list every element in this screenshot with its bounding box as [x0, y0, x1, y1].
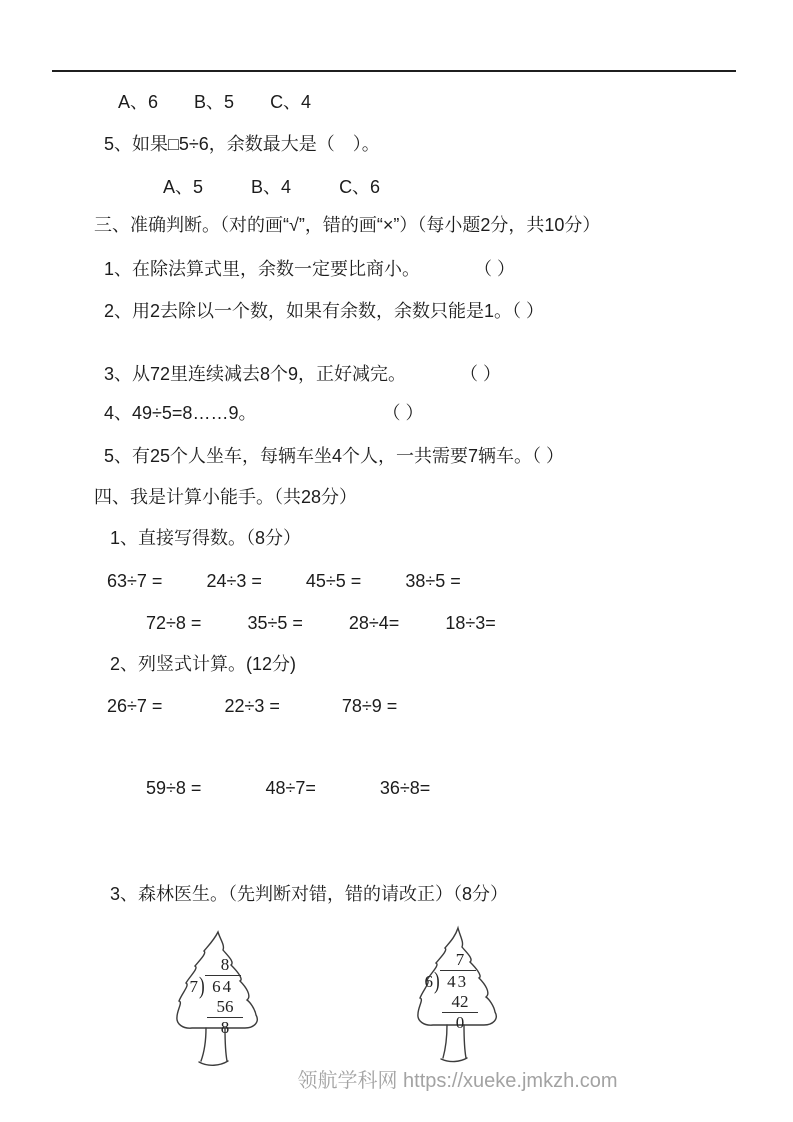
judgment-item-4: 4、49÷5=8……9。 （ ） [104, 403, 424, 423]
sub2-title: 2、列竖式计算。(12分) [110, 654, 297, 674]
judgment-item-5: 5、有25个人坐车，每辆车坐4个人，一共需要7辆车。（ ） [104, 446, 565, 466]
choice-option: B、4 [251, 177, 292, 197]
oral-calc-row-2 [146, 611, 496, 635]
math-expression: 26÷7 = [107, 696, 163, 716]
choice-option: C、4 [270, 92, 312, 112]
long-division-2 [422, 950, 478, 1033]
math-expression: 78÷9 = [341, 696, 398, 716]
math-expression: 48÷7= [265, 778, 316, 798]
division-product: 56 [207, 997, 243, 1018]
site-watermark: 领航学科网 https://xueke.jmkzh.com [297, 1070, 618, 1092]
choice-option: C、6 [339, 177, 381, 197]
judgment-item-1: 1、在除法算式里，余数一定要比商小。 （ ） [104, 259, 516, 279]
division-divisor: 6 [424, 972, 433, 991]
sub1-title: 1、直接写得数。（8分） [110, 528, 302, 548]
forest-doctor-tree-2 [400, 924, 518, 1070]
math-expression: 22÷3 = [224, 696, 280, 716]
choice-option: A、5 [163, 177, 204, 197]
math-expression: 38÷5 = [405, 571, 461, 591]
division-divisor: 7 [189, 977, 198, 996]
top-divider [52, 70, 736, 72]
division-bracket: ) [434, 966, 440, 995]
judgment-item-2: 2、用2去除以一个数，如果有余数，余数只能是1。（ ） [104, 301, 545, 321]
forest-doctor-tree-1 [160, 928, 278, 1074]
division-dividend: 64 [205, 975, 241, 997]
question-5-text: 5、如果□5÷6，余数最大是（ ）。 [104, 134, 380, 154]
judgment-item-3: 3、从72里连续减去8个9，正好减完。 （ ） [104, 364, 502, 384]
section-three-title: 三、准确判断。（对的画“√”，错的画“×”）（每小题2分，共10分） [94, 215, 601, 235]
math-expression: 59÷8 = [146, 778, 202, 798]
division-remainder: 0 [455, 1013, 465, 1032]
math-expression: 28÷4= [348, 613, 400, 633]
math-expression: 18÷3= [445, 613, 496, 633]
choice-row-q5 [163, 175, 380, 199]
column-calc-row-1 [107, 694, 397, 718]
division-remainder: 8 [220, 1018, 230, 1037]
column-calc-row-2 [146, 776, 430, 800]
choice-row-previous [118, 90, 311, 114]
math-expression: 24÷3 = [206, 571, 262, 591]
division-bracket: ) [199, 971, 205, 1000]
division-quotient: 8 [220, 955, 230, 974]
math-expression: 45÷5 = [305, 571, 362, 591]
oral-calc-row-1 [107, 569, 461, 593]
section-four-title: 四、我是计算小能手。（共28分） [94, 487, 358, 507]
math-expression: 36÷8= [379, 778, 431, 798]
math-expression: 63÷7 = [107, 571, 163, 591]
math-expression: 35÷5 = [247, 613, 303, 633]
choice-option: A、6 [118, 92, 159, 112]
math-expression: 72÷8 = [146, 613, 202, 633]
long-division-1 [187, 955, 243, 1038]
division-dividend: 43 [440, 970, 476, 992]
division-quotient: 7 [455, 950, 465, 969]
sub3-title: 3、森林医生。（先判断对错，错的请改正）（8分） [110, 884, 509, 904]
division-product: 42 [442, 992, 478, 1013]
choice-option: B、5 [194, 92, 235, 112]
